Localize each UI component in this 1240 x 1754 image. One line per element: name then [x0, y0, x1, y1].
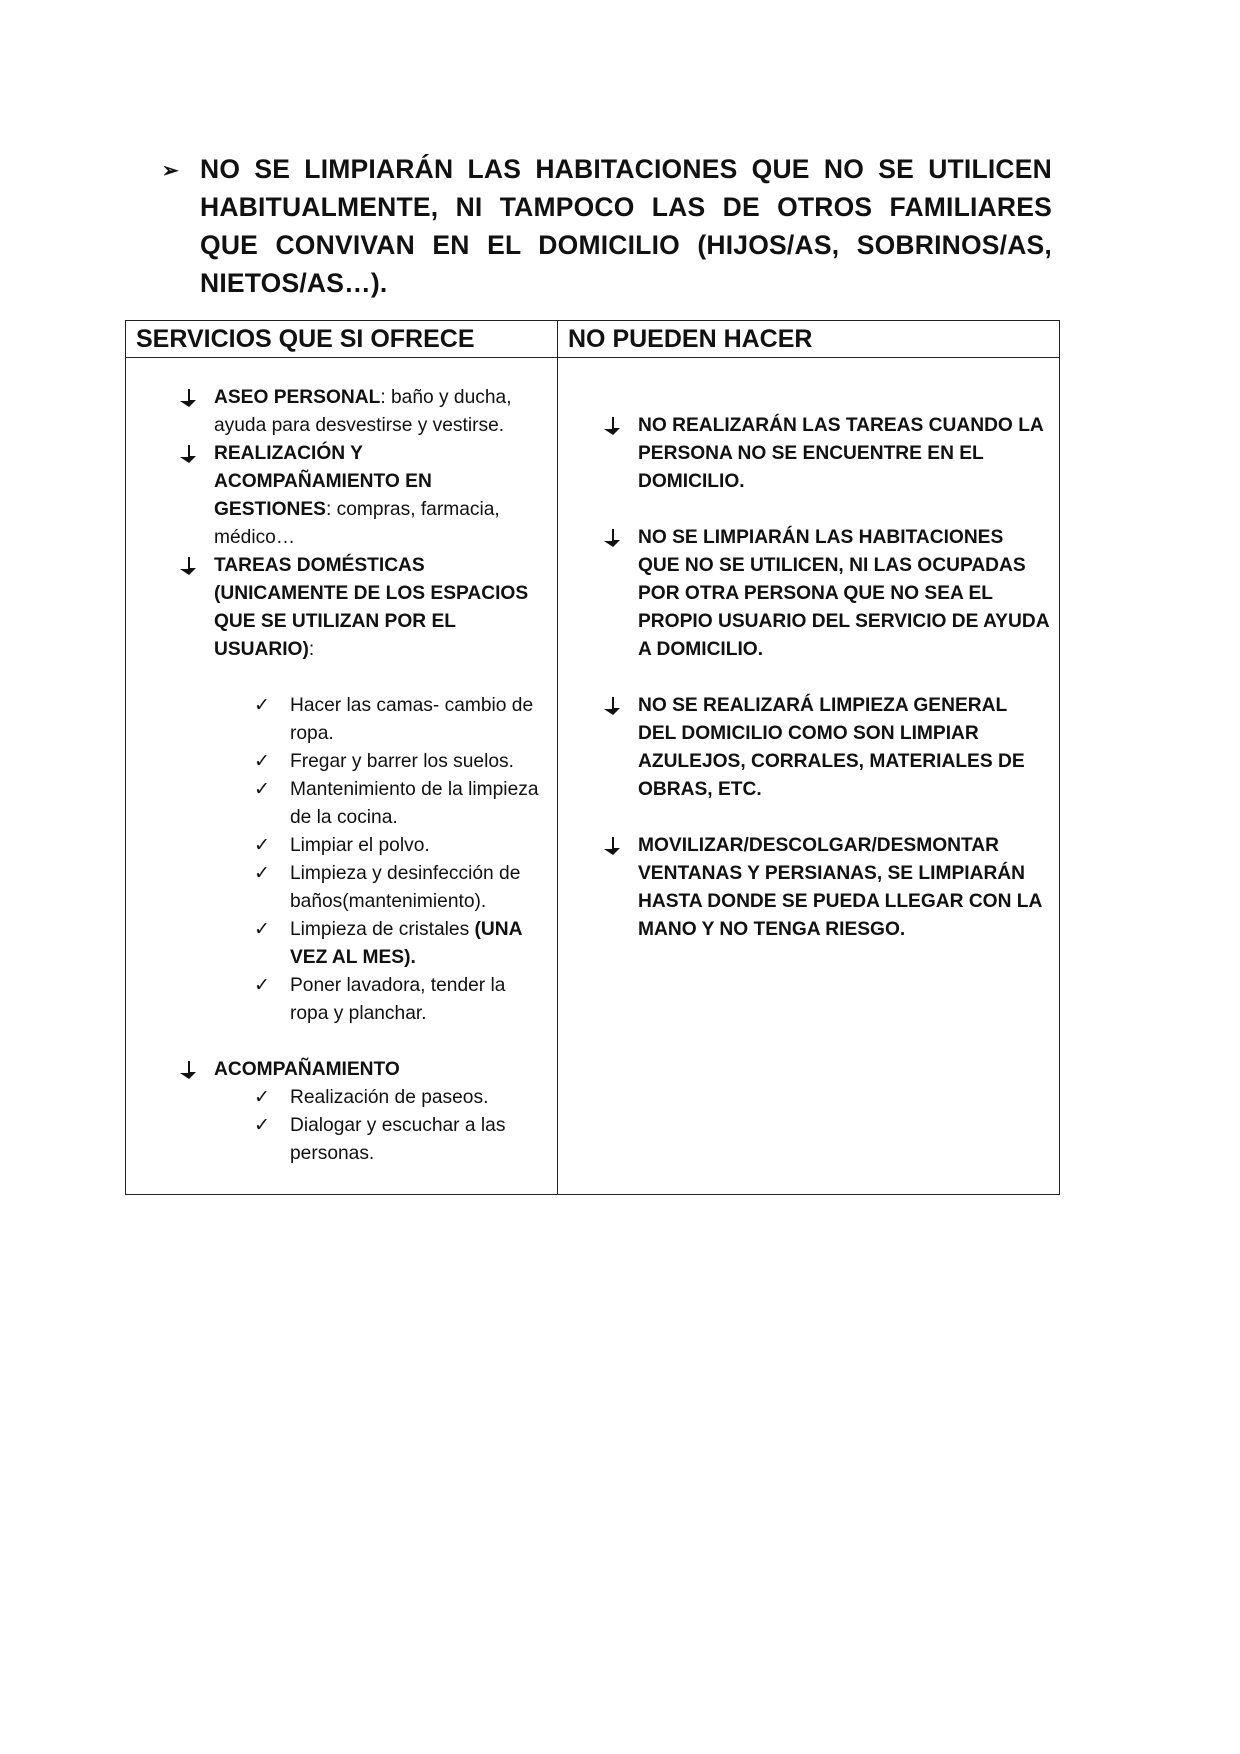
list-item: ✓ Mantenimiento de la limpieza de la cocina.	[254, 776, 548, 832]
check-icon: ✓	[254, 863, 270, 884]
check-icon: ✓	[254, 695, 270, 716]
arrow-down-left-icon	[602, 412, 624, 440]
intro-paragraph	[162, 150, 1052, 302]
arrow-down-left-icon	[602, 692, 624, 720]
column-divider	[557, 321, 558, 1194]
arrow-down-left-icon	[178, 440, 200, 468]
check-icon: ✓	[254, 1115, 270, 1136]
list-item: REALIZACIÓN Y ACOMPAÑAMIENTO EN GESTIONES: compras, farmacia, médico…	[178, 440, 548, 552]
list-item: NO SE REALIZARÁ LIMPIEZA GENERAL DEL DOMICILIO COMO SON LIMPIAR AZULEJOS, CORRALES, MATERIALES DE OBRAS, ETC.	[602, 692, 1050, 804]
header-servicios: SERVICIOS QUE SI OFRECE	[136, 325, 475, 353]
list-item: ✓ Dialogar y escuchar a las personas.	[254, 1112, 548, 1168]
check-icon: ✓	[254, 919, 270, 940]
check-icon: ✓	[254, 835, 270, 856]
check-icon: ✓	[254, 1087, 270, 1108]
list-item: ✓ Limpieza y desinfección de baños(mantenimiento).	[254, 860, 548, 916]
list-item: TAREAS DOMÉSTICAS (UNICAMENTE DE LOS ESPACIOS QUE SE UTILIZAN POR EL USUARIO):	[178, 552, 548, 664]
list-item: NO REALIZARÁN LAS TAREAS CUANDO LA PERSONA NO SE ENCUENTRE EN EL DOMICILIO.	[602, 412, 1050, 496]
services-column	[178, 384, 548, 1168]
header-no-pueden: NO PUEDEN HACER	[568, 325, 813, 353]
list-item: NO SE LIMPIARÁN LAS HABITACIONES QUE NO SE UTILICEN, NI LAS OCUPADAS POR OTRA PERSONA QUE NO SEA EL PROPIO USUARIO DEL SERVICIO DE AYUDA A DOMICILIO.	[602, 524, 1050, 664]
check-icon: ✓	[254, 975, 270, 996]
arrow-down-left-icon	[178, 384, 200, 412]
intro-text: NO SE LIMPIARÁN LAS HABITACIONES QUE NO SE UTILICEN HABITUALMENTE, NI TAMPOCO LAS DE OTROS FAMILIARES QUE CONVIVAN EN EL DOMICILIO (HIJOS/AS, SOBRINOS/AS, NIETOS/AS…).	[200, 154, 1052, 298]
arrowhead-bullet-icon: ➢	[162, 160, 179, 182]
services-table	[125, 320, 1060, 1195]
list-item: ✓ Poner lavadora, tender la ropa y planchar.	[254, 972, 548, 1028]
list-item: ✓ Hacer las camas- cambio de ropa.	[254, 692, 548, 748]
list-item: MOVILIZAR/DESCOLGAR/DESMONTAR VENTANAS Y PERSIANAS, SE LIMPIARÁN HASTA DONDE SE PUEDA LLEGAR CON LA MANO Y NO TENGA RIESGO.	[602, 832, 1050, 944]
arrow-down-left-icon	[602, 524, 624, 552]
list-item: ASEO PERSONAL: baño y ducha, ayuda para desvestirse y vestirse.	[178, 384, 548, 440]
list-item: ACOMPAÑAMIENTO	[178, 1056, 548, 1084]
list-item: ✓ Fregar y barrer los suelos.	[254, 748, 548, 776]
restrictions-column	[602, 412, 1050, 944]
table-header-row	[126, 321, 1059, 358]
check-icon: ✓	[254, 779, 270, 800]
arrow-down-left-icon	[602, 832, 624, 860]
arrow-down-left-icon	[178, 1056, 200, 1084]
arrow-down-left-icon	[178, 552, 200, 580]
list-item: ✓ Limpiar el polvo.	[254, 832, 548, 860]
list-item: ✓ Limpieza de cristales (UNA VEZ AL MES).	[254, 916, 548, 972]
check-icon: ✓	[254, 751, 270, 772]
list-item: ✓ Realización de paseos.	[254, 1084, 548, 1112]
